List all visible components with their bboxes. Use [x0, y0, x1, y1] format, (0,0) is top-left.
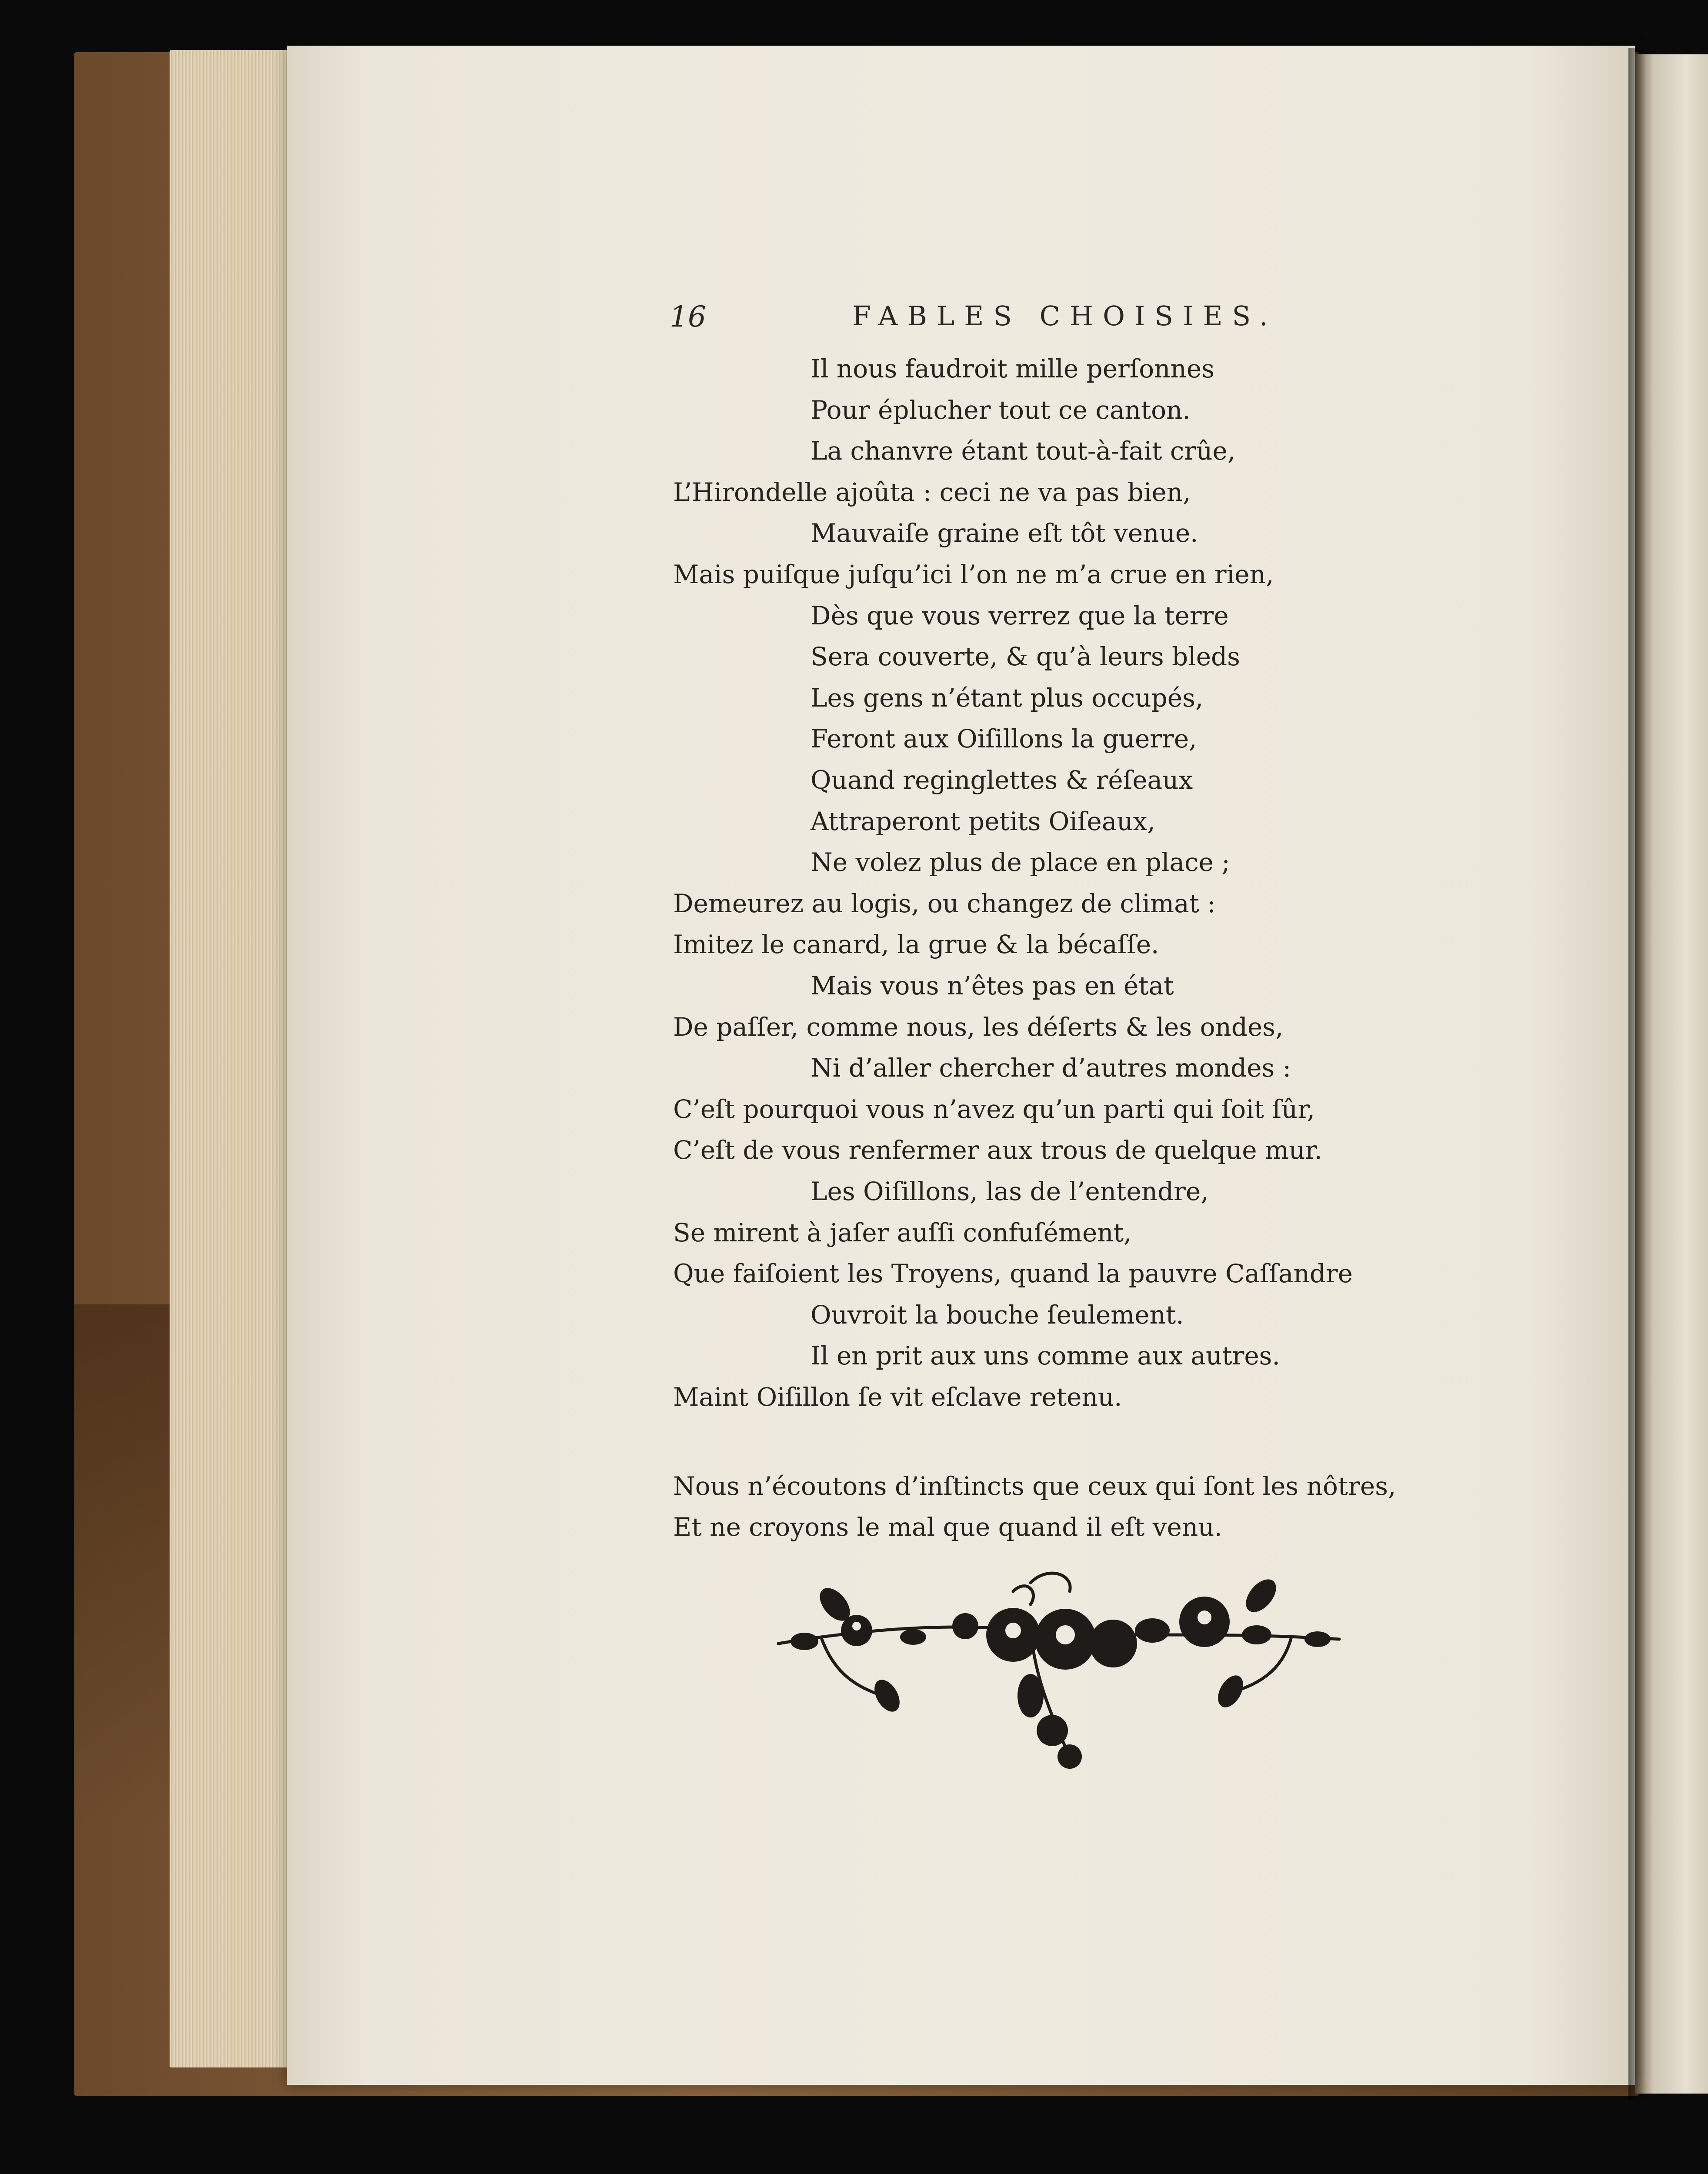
verse-line: La chanvre étant tout-à-fait crûe, [811, 436, 1236, 466]
verse-line: Attraperont petits Oiſeaux, [811, 806, 1155, 836]
verse-line: Les Oiſillons, las de l’entendre, [811, 1177, 1209, 1206]
verse-line: Demeurez au logis, ou changez de climat : [673, 888, 1216, 918]
verse-line: Se mirent à jaſer auſſi confuſément, [673, 1217, 1132, 1247]
verse-line: Dès que vous verrez que la terre [811, 600, 1229, 630]
verse-line: Pour éplucher tout ce canton. [811, 395, 1191, 425]
page-edges [170, 50, 291, 2067]
verse-line: Maint Oiſillon ſe vit eſclave retenu. [673, 1382, 1122, 1412]
page-header [670, 300, 1322, 343]
verse-line: Il en prit aux uns comme aux autres. [811, 1341, 1280, 1371]
gutter-shadow [1628, 48, 1646, 2100]
verse-line: Sera couverte, & qu’à leurs bleds [811, 642, 1240, 672]
verse-line: Ni d’aller chercher d’autres mondes : [811, 1053, 1291, 1083]
moral-line: Nous n’écoutons d’inſtincts que ceux qui ſont les nôtres, [673, 1471, 1396, 1501]
verse-line: De paſſer, comme nous, les déſerts & les ondes, [673, 1012, 1284, 1042]
verse-line: Il nous faudroit mille perſonnes [811, 354, 1214, 383]
page-number: 16 [670, 300, 706, 333]
verse-line: Mauvaiſe graine eſt tôt venue. [811, 518, 1198, 548]
verse-line: Quand reginglettes & réſeaux [811, 765, 1193, 795]
facing-page-edge [1635, 54, 1708, 2094]
verse-line: Imitez le canard, la grue & la bécaſſe. [673, 930, 1159, 960]
verse-line: Les gens n’étant plus occupés, [811, 683, 1204, 713]
verse-line: C’eſt pourquoi vous n’avez qu’un parti qui ſoit ſûr, [673, 1094, 1315, 1124]
verse-line: Ne volez plus de place en place ; [811, 847, 1230, 877]
verse-line: L’Hirondelle ajoûta : ceci ne va pas bien, [673, 477, 1191, 507]
floral-vignette-icon [770, 1565, 1348, 1774]
running-title: FABLES CHOISIES. [852, 300, 1278, 332]
cover-shadow [74, 1304, 174, 1826]
moral-line: Et ne croyons le mal que quand il eſt venu. [673, 1512, 1222, 1542]
verse-line: Feront aux Oiſillons la guerre, [811, 724, 1197, 754]
verse-line: Mais puiſque juſqu’ici l’on ne m’a crue en rien, [673, 560, 1274, 589]
verse-line: Mais vous n’êtes pas en état [811, 971, 1174, 1000]
verse-line: C’eſt de vous renfermer aux trous de quelque mur. [673, 1135, 1323, 1165]
verse-line: Ouvroit la bouche ſeulement. [811, 1300, 1184, 1330]
verse-line: Que faiſoient les Troyens, quand la pauvre Caſſandre [673, 1259, 1353, 1289]
